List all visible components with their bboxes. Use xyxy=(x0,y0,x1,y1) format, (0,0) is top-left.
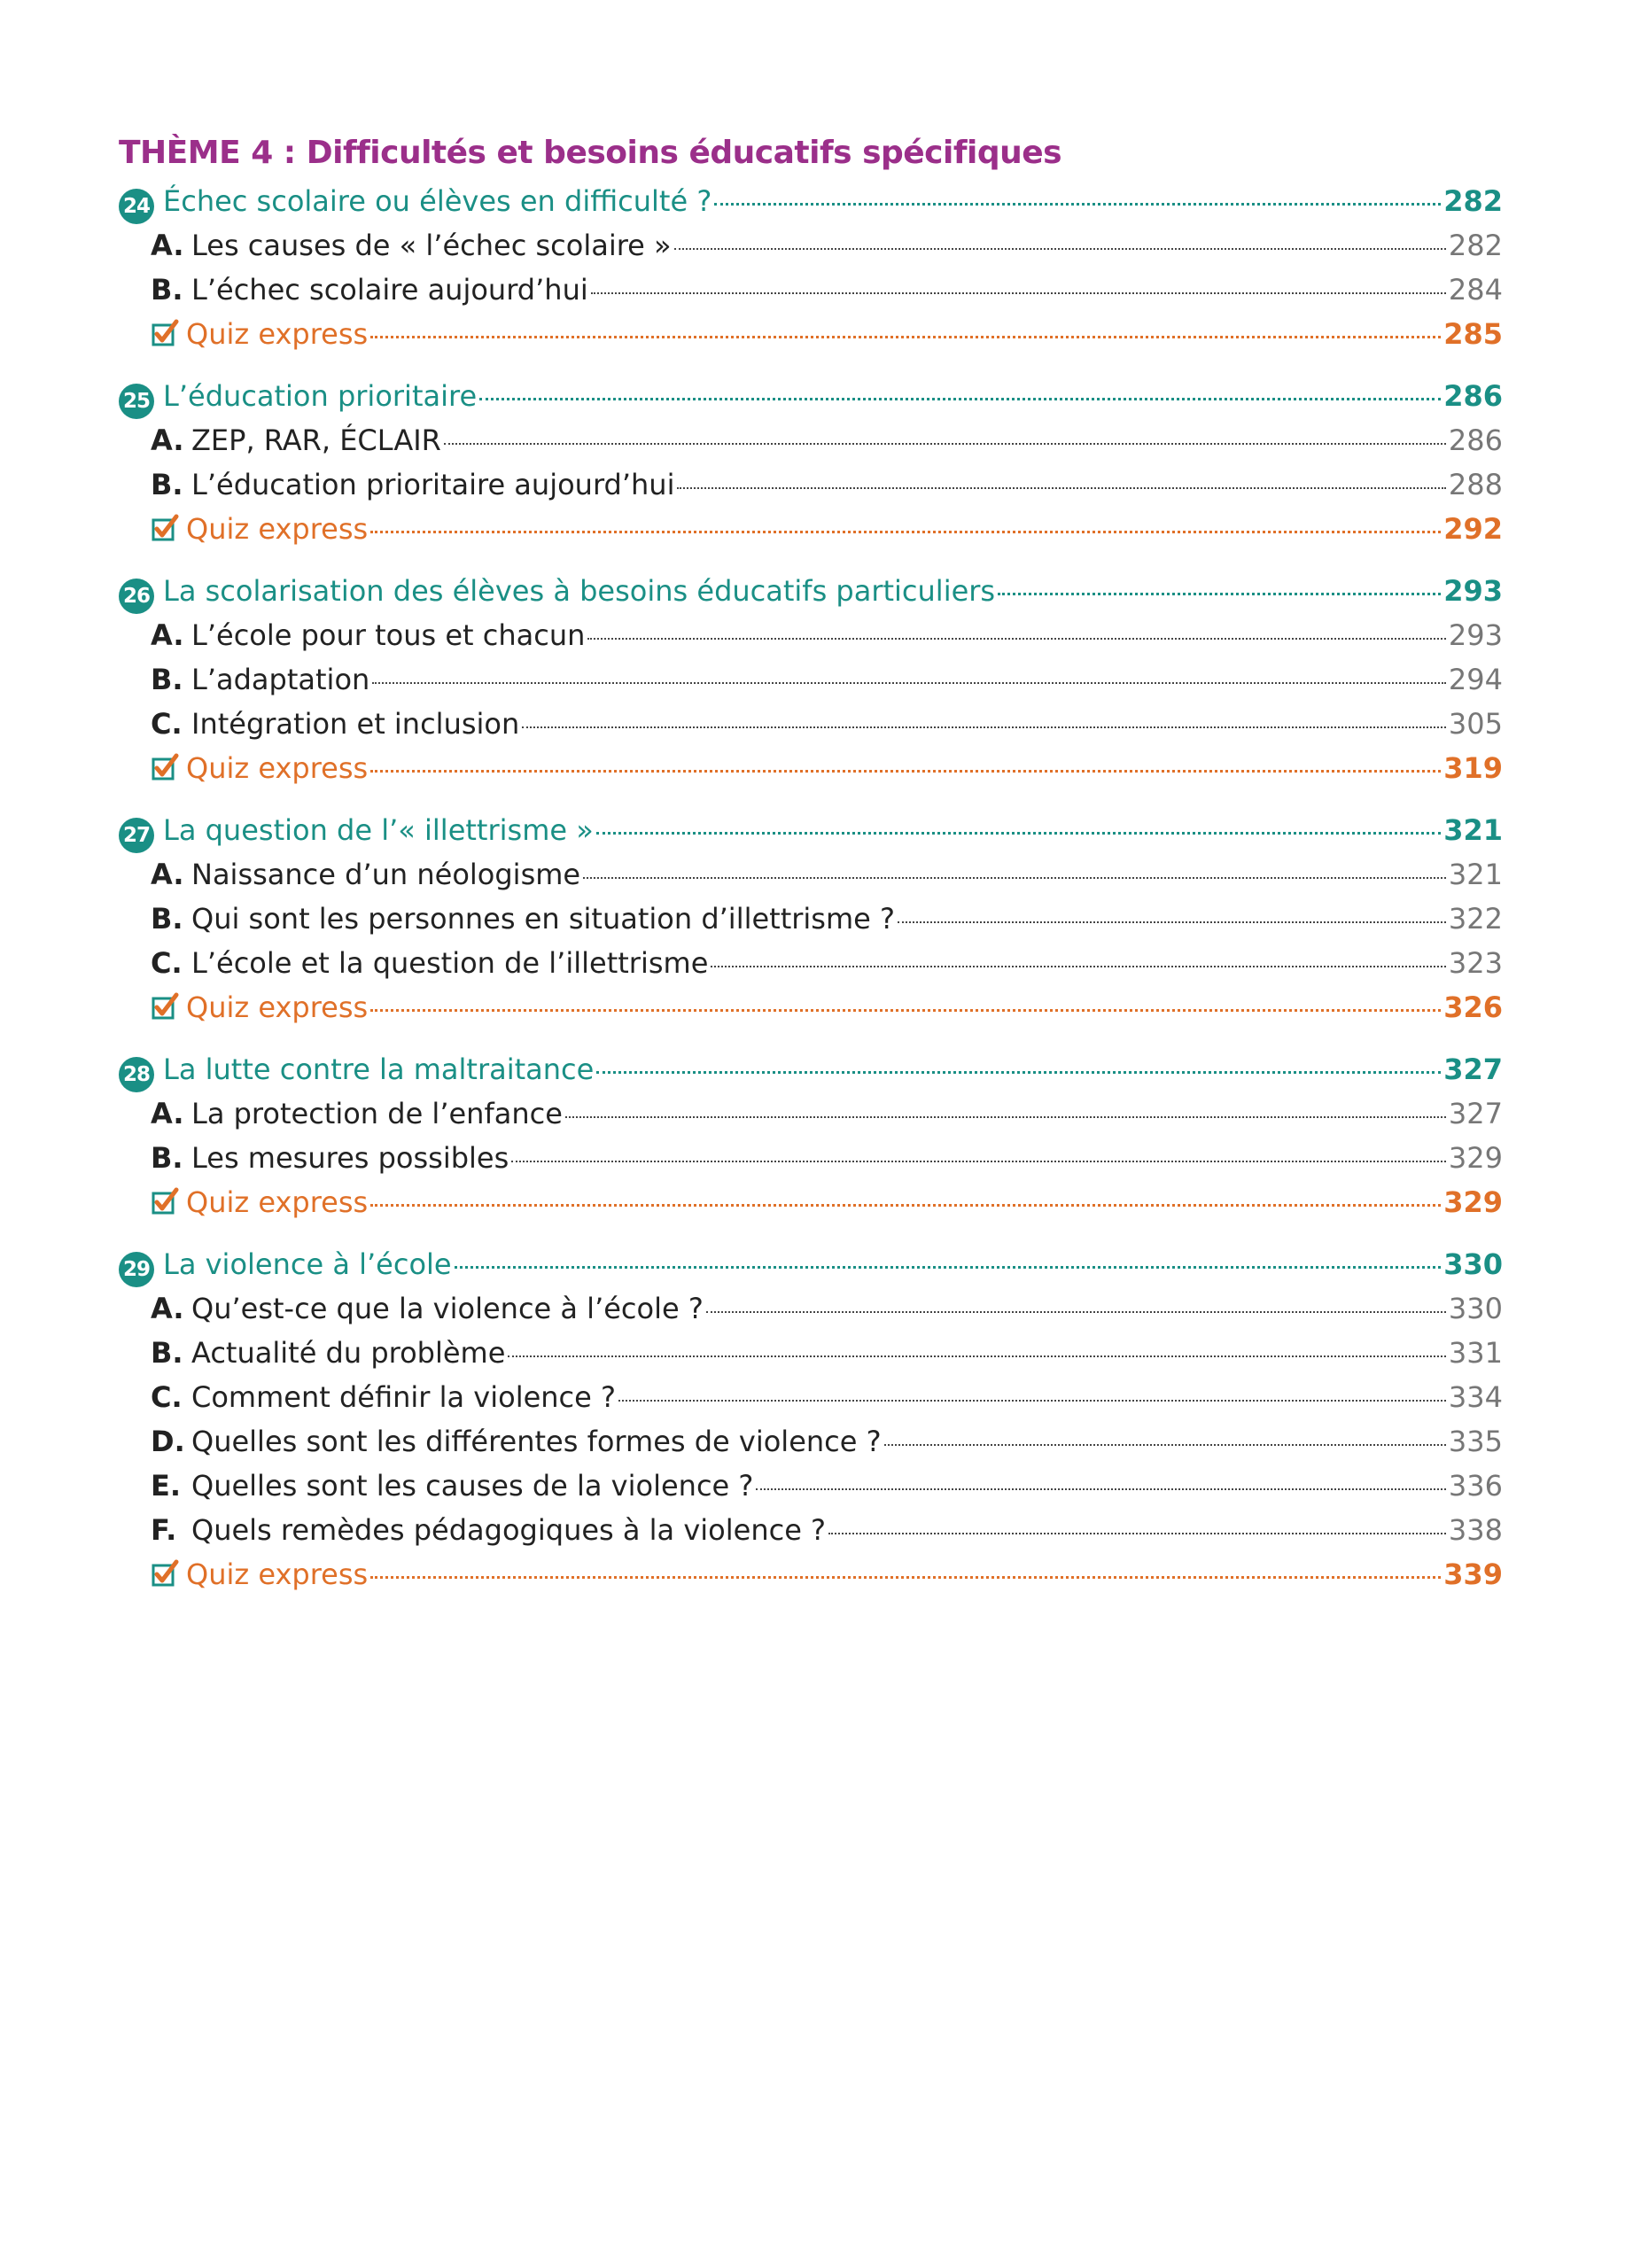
section-page-number: 336 xyxy=(1448,1469,1503,1503)
chapter-block xyxy=(119,179,1503,356)
dot-leader xyxy=(998,593,1441,595)
table-of-contents xyxy=(119,129,1503,1614)
section-entry[interactable] xyxy=(119,223,1503,268)
chapter-entry[interactable] xyxy=(119,1242,1503,1286)
quiz-label: Quiz express xyxy=(186,1185,369,1219)
chapter-entry[interactable] xyxy=(119,569,1503,613)
dot-leader xyxy=(591,292,1446,294)
section-entry[interactable] xyxy=(119,1419,1503,1464)
section-list xyxy=(119,223,1503,312)
chapter-title: La scolarisation des élèves à besoins éducatifs particuliers xyxy=(163,574,996,608)
section-title: L’échec scolaire aujourd’hui xyxy=(191,273,588,307)
section-letter: C. xyxy=(151,946,183,980)
checkbox-checked-icon xyxy=(151,514,179,542)
chapter-number-badge: 29 xyxy=(119,1252,154,1287)
section-title: ZEP, RAR, ÉCLAIR xyxy=(191,423,441,457)
section-letter: B. xyxy=(151,663,183,696)
section-letter: F. xyxy=(151,1513,177,1547)
section-letter: B. xyxy=(151,1336,183,1370)
chapter-entry[interactable] xyxy=(119,1047,1503,1091)
theme-title: THÈME 4 : Difficultés et besoins éducatifs spécifiques xyxy=(119,135,1062,171)
section-title: L’adaptation xyxy=(191,663,370,696)
checkbox-checked-icon xyxy=(151,1187,179,1216)
dot-leader xyxy=(596,1071,1441,1074)
quiz-entry[interactable] xyxy=(119,985,1503,1029)
chapter-number-badge: 28 xyxy=(119,1057,154,1092)
dot-leader xyxy=(674,248,1446,250)
chapter-page-number: 282 xyxy=(1443,184,1503,218)
section-title: Quels remèdes pédagogiques à la violence ? xyxy=(191,1513,827,1547)
chapter-block xyxy=(119,1242,1503,1596)
dot-leader xyxy=(711,966,1446,967)
section-page-number: 329 xyxy=(1448,1141,1503,1175)
section-entry[interactable] xyxy=(119,657,1503,702)
chapter-page-number: 286 xyxy=(1443,379,1503,413)
quiz-label: Quiz express xyxy=(186,1557,369,1591)
section-entry[interactable] xyxy=(119,1508,1503,1552)
chapter-number-badge: 25 xyxy=(119,384,154,419)
section-title: Qui sont les personnes en situation d’illettrisme ? xyxy=(191,902,895,936)
section-page-number: 284 xyxy=(1448,273,1503,307)
chapter-page-number: 330 xyxy=(1443,1247,1503,1281)
section-letter: B. xyxy=(151,1141,183,1175)
section-title: L’école pour tous et chacun xyxy=(191,618,586,652)
section-entry[interactable] xyxy=(119,1136,1503,1180)
dot-leader xyxy=(479,398,1441,400)
dot-leader xyxy=(884,1444,1446,1446)
section-title: La protection de l’enfance xyxy=(191,1097,563,1130)
quiz-page-number: 329 xyxy=(1443,1185,1503,1219)
section-entry[interactable] xyxy=(119,897,1503,941)
chapter-page-number: 327 xyxy=(1443,1052,1503,1086)
section-title: Quelles sont les différentes formes de violence ? xyxy=(191,1425,882,1458)
section-entry[interactable] xyxy=(119,613,1503,657)
chapter-entry[interactable] xyxy=(119,374,1503,418)
section-letter: B. xyxy=(151,273,183,307)
dot-leader xyxy=(444,443,1446,445)
dot-leader xyxy=(756,1488,1446,1490)
section-list xyxy=(119,1286,1503,1552)
quiz-label: Quiz express xyxy=(186,317,369,351)
quiz-page-number: 326 xyxy=(1443,990,1503,1024)
section-list xyxy=(119,852,1503,985)
section-title: Naissance d’un néologisme xyxy=(191,858,581,891)
dot-leader xyxy=(370,1576,1441,1579)
section-title: Actualité du problème xyxy=(191,1336,506,1370)
dot-leader xyxy=(370,1009,1441,1012)
section-entry[interactable] xyxy=(119,1091,1503,1136)
dot-leader xyxy=(583,877,1446,879)
dot-leader xyxy=(596,832,1441,835)
chapter-entry[interactable] xyxy=(119,808,1503,852)
section-letter: A. xyxy=(151,618,184,652)
section-page-number: 293 xyxy=(1448,618,1503,652)
section-page-number: 321 xyxy=(1448,858,1503,891)
chapter-number-badge: 26 xyxy=(119,579,154,614)
quiz-page-number: 292 xyxy=(1443,512,1503,546)
section-page-number: 305 xyxy=(1448,707,1503,741)
dot-leader xyxy=(370,1204,1441,1207)
dot-leader xyxy=(714,203,1441,206)
section-letter: B. xyxy=(151,468,183,501)
chapter-block xyxy=(119,374,1503,551)
chapter-title: La lutte contre la maltraitance xyxy=(163,1052,595,1086)
section-letter: D. xyxy=(151,1425,185,1458)
section-title: Intégration et inclusion xyxy=(191,707,520,741)
chapter-title: Échec scolaire ou élèves en difficulté ? xyxy=(163,184,712,218)
section-entry[interactable] xyxy=(119,702,1503,746)
quiz-page-number: 285 xyxy=(1443,317,1503,351)
dot-leader xyxy=(511,1161,1446,1162)
section-letter: A. xyxy=(151,1097,184,1130)
section-entry[interactable] xyxy=(119,1331,1503,1375)
quiz-entry[interactable] xyxy=(119,1180,1503,1224)
chapter-page-number: 293 xyxy=(1443,574,1503,608)
chapter-title: L’éducation prioritaire xyxy=(163,379,478,413)
section-page-number: 331 xyxy=(1448,1336,1503,1370)
chapter-entry[interactable] xyxy=(119,179,1503,223)
section-title: Les mesures possibles xyxy=(191,1141,509,1175)
checkbox-checked-icon xyxy=(151,753,179,781)
dot-leader xyxy=(372,682,1446,684)
chapter-block xyxy=(119,1047,1503,1224)
dot-leader xyxy=(828,1533,1446,1534)
chapter-title: La violence à l’école xyxy=(163,1247,452,1281)
section-title: L’école et la question de l’illettrisme xyxy=(191,946,709,980)
chapter-number-badge: 24 xyxy=(119,189,154,224)
chapter-list xyxy=(119,179,1503,1596)
section-letter: A. xyxy=(151,423,184,457)
section-page-number: 288 xyxy=(1448,468,1503,501)
section-page-number: 335 xyxy=(1448,1425,1503,1458)
dot-leader xyxy=(370,770,1441,773)
dot-leader xyxy=(455,1266,1442,1269)
checkbox-checked-icon xyxy=(151,992,179,1021)
section-title: Les causes de « l’échec scolaire » xyxy=(191,229,672,262)
quiz-label: Quiz express xyxy=(186,990,369,1024)
section-entry[interactable] xyxy=(119,418,1503,462)
section-entry[interactable] xyxy=(119,852,1503,897)
chapter-title: La question de l’« illettrisme » xyxy=(163,813,594,847)
section-entry[interactable] xyxy=(119,268,1503,312)
chapter-number-badge: 27 xyxy=(119,818,154,853)
section-page-number: 322 xyxy=(1448,902,1503,936)
section-list xyxy=(119,613,1503,746)
section-letter: A. xyxy=(151,858,184,891)
section-page-number: 330 xyxy=(1448,1292,1503,1325)
quiz-label: Quiz express xyxy=(186,751,369,785)
section-entry[interactable] xyxy=(119,941,1503,985)
section-letter: A. xyxy=(151,229,184,262)
section-page-number: 294 xyxy=(1448,663,1503,696)
section-letter: C. xyxy=(151,1380,183,1414)
chapter-page-number: 321 xyxy=(1443,813,1503,847)
section-title: Comment définir la violence ? xyxy=(191,1380,616,1414)
dot-leader xyxy=(508,1355,1446,1357)
dot-leader xyxy=(706,1311,1446,1313)
dot-leader xyxy=(370,531,1441,533)
section-list xyxy=(119,1091,1503,1180)
section-title: L’éducation prioritaire aujourd’hui xyxy=(191,468,675,501)
section-page-number: 334 xyxy=(1448,1380,1503,1414)
dot-leader xyxy=(587,638,1446,640)
dot-leader xyxy=(565,1116,1446,1118)
quiz-entry[interactable] xyxy=(119,1552,1503,1596)
quiz-label: Quiz express xyxy=(186,512,369,546)
section-letter: A. xyxy=(151,1292,184,1325)
section-letter: E. xyxy=(151,1469,182,1503)
dot-leader xyxy=(522,726,1446,728)
checkbox-checked-icon xyxy=(151,319,179,347)
section-title: Qu’est-ce que la violence à l’école ? xyxy=(191,1292,704,1325)
quiz-page-number: 319 xyxy=(1443,751,1503,785)
section-page-number: 323 xyxy=(1448,946,1503,980)
section-entry[interactable] xyxy=(119,462,1503,507)
section-entry[interactable] xyxy=(119,1464,1503,1508)
dot-leader xyxy=(898,921,1446,923)
section-entry[interactable] xyxy=(119,1286,1503,1331)
quiz-page-number: 339 xyxy=(1443,1557,1503,1591)
chapter-block xyxy=(119,808,1503,1029)
section-page-number: 338 xyxy=(1448,1513,1503,1547)
dot-leader xyxy=(677,487,1445,489)
section-title: Quelles sont les causes de la violence ? xyxy=(191,1469,754,1503)
quiz-entry[interactable] xyxy=(119,746,1503,790)
section-page-number: 286 xyxy=(1448,423,1503,457)
section-list xyxy=(119,418,1503,507)
section-letter: C. xyxy=(151,707,183,741)
section-entry[interactable] xyxy=(119,1375,1503,1419)
section-page-number: 327 xyxy=(1448,1097,1503,1130)
chapter-block xyxy=(119,569,1503,790)
quiz-entry[interactable] xyxy=(119,507,1503,551)
quiz-entry[interactable] xyxy=(119,312,1503,356)
dot-leader xyxy=(370,336,1441,338)
dot-leader xyxy=(618,1400,1446,1402)
section-letter: B. xyxy=(151,902,183,936)
section-page-number: 282 xyxy=(1448,229,1503,262)
checkbox-checked-icon xyxy=(151,1559,179,1588)
